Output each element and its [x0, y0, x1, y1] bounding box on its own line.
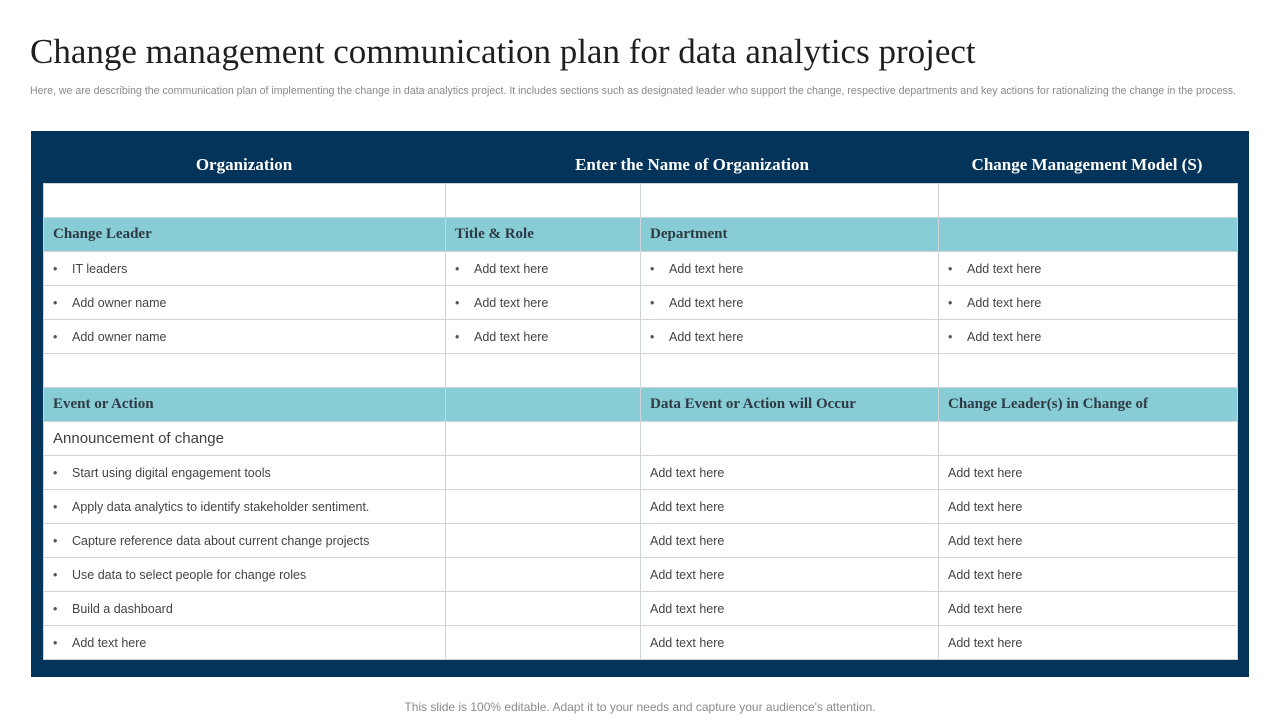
- cell-text: • Build a dashboard: [53, 602, 173, 616]
- table-cell[interactable]: Add text here: [939, 558, 1238, 592]
- table-cell[interactable]: Add text here: [641, 592, 939, 626]
- table-cell[interactable]: [446, 524, 641, 558]
- table-cell[interactable]: [44, 524, 446, 558]
- cell-text: • Add owner name: [53, 296, 167, 310]
- table-cell[interactable]: [44, 354, 446, 388]
- footer-note: This slide is 100% editable. Adapt it to your needs and capture your audience's attention.: [404, 700, 876, 714]
- table-cell[interactable]: [446, 286, 641, 320]
- table-cell[interactable]: Add text here: [641, 456, 939, 490]
- table-row: [44, 422, 1238, 456]
- table-cell[interactable]: Add text here: [641, 626, 939, 660]
- cell-text: • Add text here: [455, 296, 548, 310]
- table-cell[interactable]: [44, 184, 446, 218]
- table-cell[interactable]: [446, 592, 641, 626]
- table-cell[interactable]: [44, 592, 446, 626]
- table-row: [44, 252, 1238, 286]
- table-row: [44, 626, 1238, 660]
- table-cell[interactable]: [44, 252, 446, 286]
- table-row: [44, 592, 1238, 626]
- cell-text: • Use data to select people for change roles: [53, 568, 306, 582]
- table-cell[interactable]: [939, 354, 1238, 388]
- table-row: [44, 558, 1238, 592]
- column-header: Department: [641, 218, 939, 252]
- column-header: Data Event or Action will Occur: [641, 388, 939, 422]
- column-header: Title & Role: [446, 218, 641, 252]
- table-cell[interactable]: [446, 558, 641, 592]
- table-cell[interactable]: [939, 286, 1238, 320]
- communication-plan-table: [43, 183, 1238, 660]
- announcement-cell[interactable]: Announcement of change: [44, 422, 446, 456]
- table-cell[interactable]: [446, 252, 641, 286]
- table-row: [44, 286, 1238, 320]
- cell-text: • Capture reference data about current change projects: [53, 534, 369, 548]
- table-cell[interactable]: [446, 456, 641, 490]
- cell-text: • Add text here: [650, 262, 743, 276]
- page-title: Change management communication plan for data analytics project: [30, 32, 976, 71]
- table-cell[interactable]: Add text here: [939, 490, 1238, 524]
- table-cell[interactable]: [939, 422, 1238, 456]
- cell-text: • Add text here: [650, 330, 743, 344]
- table-cell[interactable]: [641, 422, 939, 456]
- column-header: Change Leader: [44, 218, 446, 252]
- cell-text: • Add text here: [948, 330, 1041, 344]
- table-cell[interactable]: [446, 184, 641, 218]
- table-cell[interactable]: [44, 286, 446, 320]
- cell-text: • Add text here: [455, 330, 548, 344]
- cell-text: • Add text here: [455, 262, 548, 276]
- cell-text: • Add text here: [948, 296, 1041, 310]
- table-row: [44, 490, 1238, 524]
- table-cell[interactable]: [939, 252, 1238, 286]
- column-header: [939, 218, 1238, 252]
- table-row: [44, 354, 1238, 388]
- table-cell[interactable]: [446, 422, 641, 456]
- column-header: [446, 388, 641, 422]
- cell-text: • Apply data analytics to identify stakeholder sentiment.: [53, 500, 369, 514]
- table-cell[interactable]: Add text here: [939, 592, 1238, 626]
- table-cell[interactable]: [446, 320, 641, 354]
- table-cell[interactable]: [44, 456, 446, 490]
- cell-text: • Add text here: [948, 262, 1041, 276]
- table-cell[interactable]: Add text here: [939, 626, 1238, 660]
- table-cell[interactable]: [44, 626, 446, 660]
- model-header: Change Management Model (S): [971, 155, 1203, 174]
- table-row: [44, 524, 1238, 558]
- table-cell[interactable]: [44, 320, 446, 354]
- section-header-row: [44, 388, 1238, 422]
- table-cell[interactable]: [641, 320, 939, 354]
- cell-text: • Add text here: [53, 636, 146, 650]
- table-cell[interactable]: Add text here: [641, 558, 939, 592]
- org-name-header: Enter the Name of Organization: [575, 155, 809, 174]
- page-subtitle: Here, we are describing the communication plan of implementing the change in data analytics project. It includes sections such as designated leader who support the change, respective departments and key actions for rationalizing the change in the process.: [30, 85, 1237, 97]
- cell-text: • IT leaders: [53, 262, 127, 276]
- table-cell[interactable]: [939, 320, 1238, 354]
- table-cell[interactable]: [44, 490, 446, 524]
- table-cell[interactable]: [641, 184, 939, 218]
- cell-text: • Add text here: [650, 296, 743, 310]
- table-cell[interactable]: [44, 558, 446, 592]
- table-cell[interactable]: [641, 286, 939, 320]
- table-row: [44, 456, 1238, 490]
- table-cell[interactable]: [446, 354, 641, 388]
- cell-text: • Add owner name: [53, 330, 167, 344]
- section-header-row: [44, 218, 1238, 252]
- table-row: [44, 320, 1238, 354]
- table-cell[interactable]: Add text here: [641, 524, 939, 558]
- table-cell[interactable]: Add text here: [939, 456, 1238, 490]
- column-header: Event or Action: [44, 388, 446, 422]
- table-cell[interactable]: Add text here: [939, 524, 1238, 558]
- table-cell[interactable]: [641, 252, 939, 286]
- organization-header: Organization: [195, 155, 293, 174]
- table-cell[interactable]: [446, 626, 641, 660]
- table-cell[interactable]: [641, 354, 939, 388]
- table-cell[interactable]: [939, 184, 1238, 218]
- table-row: [44, 184, 1238, 218]
- table-cell[interactable]: Add text here: [641, 490, 939, 524]
- table-cell[interactable]: [446, 490, 641, 524]
- column-header: Change Leader(s) in Change of: [939, 388, 1238, 422]
- cell-text: • Start using digital engagement tools: [53, 466, 271, 480]
